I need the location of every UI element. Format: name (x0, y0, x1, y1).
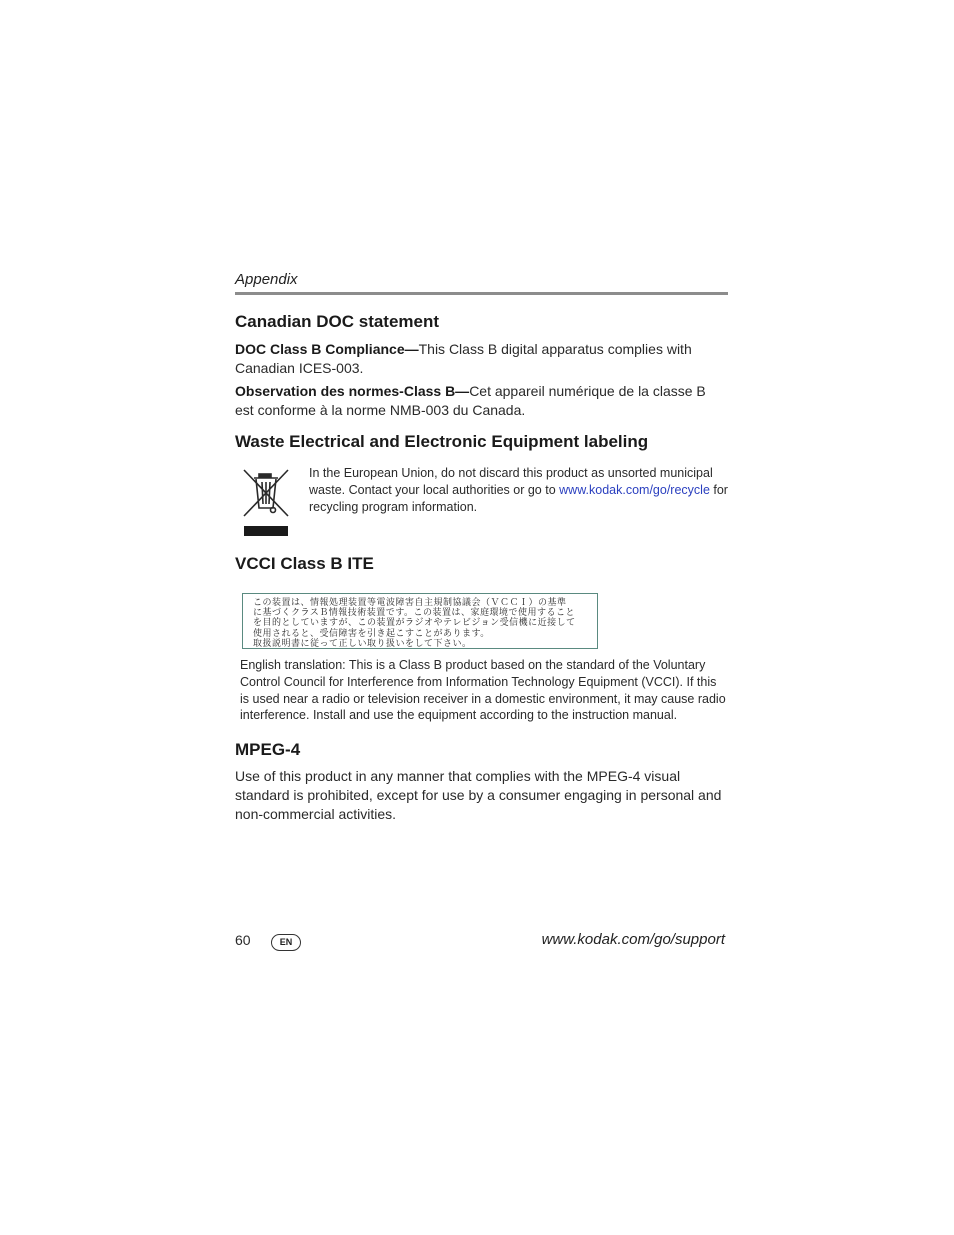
language-badge: EN (271, 934, 301, 951)
vcci-heading: VCCI Class B ITE (235, 554, 374, 573)
header-rule (235, 292, 728, 295)
weee-text-before: In the European Union, do not discard this product as unsorted municipal waste. Contact your local authorities or go to (309, 466, 713, 497)
mpeg4-paragraph: Use of this product in any manner that complies with the MPEG-4 visual standard is prohibited, except for use by a consumer engaging in personal and non-commercial activities. (235, 768, 722, 822)
vcci-line-4: 使用されると、受信障害を引き起こすことがあります。 (253, 627, 490, 638)
manual-page (235, 0, 728, 1235)
normes-text: Cet appareil numérique de la classe B est conforme à la norme NMB-003 du Canada. (235, 383, 706, 418)
vcci-line-3: を目的としていますが、この装置がラジオやテレビジョン受信機に近接して (253, 617, 576, 628)
doc-compliance-text: This Class B digital apparatus complies with Canadian ICES-003. (235, 341, 692, 376)
vcci-line-1: この装置は、情報処理装置等電波障害自主規制協議会（ＶＣＣＩ）の基準 (253, 597, 567, 607)
crossed-out-bin-icon (242, 468, 290, 538)
vcci-line-2: に基づくクラスＢ情報技術装置です。この装置は、家庭環境で使用すること (253, 607, 576, 618)
recycle-link[interactable]: www.kodak.com/go/recycle (559, 483, 710, 497)
doc-compliance-lead: DOC Class B Compliance— (235, 341, 419, 357)
page-number: 60 (235, 932, 251, 948)
support-url[interactable]: www.kodak.com/go/support (541, 931, 725, 948)
canadian-doc-heading: Canadian DOC statement (235, 312, 440, 331)
normes-paragraph (235, 382, 728, 420)
vcci-japanese-notice (242, 593, 598, 649)
vcci-line-5: 取扱説明書に従って正しい取り扱いをして下さい。 (253, 637, 472, 648)
doc-compliance-paragraph (235, 340, 728, 378)
mpeg4-heading: MPEG-4 (235, 740, 301, 759)
normes-lead: Observation des normes-Class B— (235, 383, 470, 399)
weee-text-after: for recycling program information. (309, 483, 728, 514)
weee-paragraph (309, 465, 728, 516)
weee-heading: Waste Electrical and Electronic Equipment labeling (235, 432, 649, 451)
running-head: Appendix (235, 271, 298, 288)
vcci-english-translation: English translation: This is a Class B product based on the standard of the Voluntary Control Council for Interference from Information Technology Equipment (VCCI). If this is used near a radio or television receiver in a domestic environment, it may cause radio interference. Install and use the equipment according to the instruction manual. (240, 658, 726, 723)
